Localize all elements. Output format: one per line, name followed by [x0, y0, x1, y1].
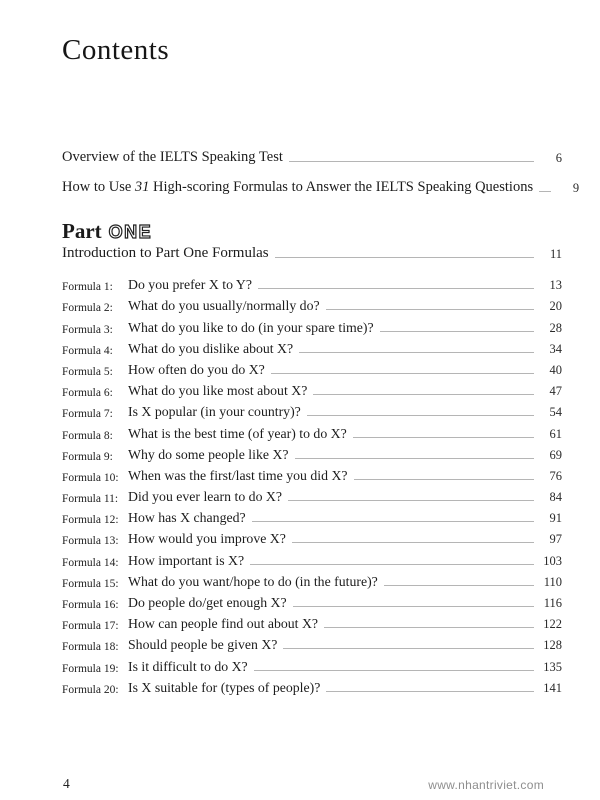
toc-entry-title: How to Use 31 High-scoring Formulas to Answer the IELTS Speaking Questions — [62, 179, 534, 195]
leader-line — [326, 691, 534, 692]
formula-question: Why do some people like X? — [128, 446, 289, 462]
leader-line — [295, 458, 534, 459]
formula-label: Formula 6: — [62, 387, 113, 400]
page-title: Contents — [62, 34, 170, 66]
leader-line — [288, 500, 534, 501]
formula-label: Formula 2: — [62, 302, 113, 315]
formula-question: How often do you do X? — [128, 361, 265, 377]
part-heading-prefix: Part — [62, 219, 102, 243]
toc-entry-formula-11 — [62, 484, 562, 505]
leader-line — [299, 352, 534, 353]
page-number: 34 — [549, 341, 562, 356]
formula-label: Formula 16: — [62, 599, 119, 611]
leader-line — [250, 564, 534, 565]
toc-entry-formula-20 — [62, 675, 562, 696]
formula-question: How has X changed? — [128, 510, 246, 526]
footer-website: www.nhantriviet.com — [428, 778, 544, 792]
leader-line — [380, 331, 534, 332]
formula-label: Formula 8: — [62, 429, 113, 442]
page-number: 9 — [572, 181, 580, 195]
leader-line — [313, 394, 534, 395]
toc-entry-formula-1 — [62, 272, 562, 293]
toc-entry-formula-5 — [62, 357, 562, 378]
page-number: 13 — [549, 278, 562, 293]
formula-label: Formula 7: — [62, 408, 113, 421]
leader-line — [384, 585, 534, 586]
formula-label: Formula 5: — [62, 365, 113, 378]
toc-entry-formula-3 — [62, 314, 562, 335]
formula-label: Formula 20: — [62, 683, 119, 696]
page-number: 61 — [549, 426, 562, 441]
part-one-heading — [62, 219, 152, 244]
formula-question: Do people do/get enough X? — [128, 595, 287, 610]
toc-entry-formula-19 — [62, 653, 562, 674]
page-number: 97 — [549, 532, 562, 547]
footer-page-number: 4 — [63, 776, 70, 791]
leader-line — [307, 415, 534, 416]
part-heading-emphasis: ONE — [108, 222, 153, 242]
formula-question: How would you improve X? — [128, 531, 286, 547]
toc-entry-title: Introduction to Part One Formulas — [62, 245, 269, 261]
toc-entry-formula-18 — [62, 632, 562, 653]
formula-label: Formula 17: — [62, 620, 119, 633]
formula-label: Formula 4: — [62, 344, 113, 357]
toc-entry-formula-15 — [62, 569, 562, 590]
formula-label: Formula 1: — [62, 281, 113, 294]
formula-question: Is X suitable for (types of people)? — [128, 679, 321, 695]
leader-line — [354, 479, 534, 480]
leader-line — [324, 627, 534, 628]
page-number: 110 — [543, 574, 562, 589]
page-number: 141 — [543, 680, 562, 695]
formula-label: Formula 3: — [62, 323, 113, 336]
formula-label: Formula 9: — [62, 450, 113, 463]
page-number: 54 — [549, 405, 562, 420]
toc-entry-formula-13 — [62, 526, 562, 547]
leader-line — [283, 648, 534, 649]
toc-entry-formula-9 — [62, 442, 562, 463]
formula-question: How can people find out about X? — [128, 616, 319, 632]
leader-line — [275, 257, 534, 258]
leader-line — [326, 309, 534, 310]
formula-label: Formula 10: — [62, 471, 119, 484]
page-number: 40 — [549, 362, 562, 377]
front-matter-section — [62, 136, 580, 196]
leader-line — [292, 542, 534, 543]
formula-question: Is it difficult to do X? — [128, 658, 248, 674]
formula-label: Formula 19: — [62, 662, 119, 675]
page-number: 69 — [549, 447, 562, 462]
toc-entry-formula-8 — [62, 420, 562, 441]
leader-line — [353, 437, 534, 438]
formula-label: Formula 15: — [62, 577, 119, 590]
toc-entry-formula-16 — [62, 590, 562, 611]
formula-label: Formula 18: — [62, 641, 119, 654]
formula-question: What is the best time (of year) to do X? — [128, 425, 347, 441]
leader-line — [271, 373, 534, 374]
leader-line — [252, 521, 534, 522]
toc-entry-formula-12 — [62, 505, 562, 526]
leader-line — [293, 606, 534, 607]
page-number: 84 — [549, 490, 562, 505]
formula-question: What do you like to do (in your spare time)? — [128, 319, 374, 335]
formula-label: Formula 13: — [62, 535, 119, 548]
page-number: 76 — [549, 468, 562, 483]
formula-label: Formula 11: — [62, 493, 119, 506]
toc-entry-introduction — [62, 242, 562, 262]
page-number: 28 — [549, 320, 562, 335]
formula-label: Formula 12: — [62, 514, 119, 527]
formula-question: What do you dislike about X? — [128, 340, 294, 356]
formula-question: What do you like most about X? — [128, 383, 308, 399]
leader-line — [289, 161, 534, 162]
toc-entry-overview — [62, 136, 562, 166]
formula-question: Should people be given X? — [128, 637, 278, 653]
toc-entry-title: Overview of the IELTS Speaking Test — [62, 149, 283, 165]
toc-entry-formula-17 — [62, 611, 562, 632]
page-number: 91 — [549, 511, 562, 526]
formula-question: Do you prefer X to Y? — [128, 277, 253, 293]
toc-entry-how-to-use — [62, 166, 580, 196]
toc-entry-formula-10 — [62, 463, 562, 484]
page-number: 122 — [543, 617, 562, 632]
page-number: 103 — [543, 553, 562, 568]
formula-list — [62, 272, 562, 696]
page-number: 11 — [549, 247, 562, 261]
leader-line — [258, 288, 534, 289]
toc-entry-formula-4 — [62, 336, 562, 357]
page-number: 128 — [543, 638, 562, 653]
toc-entry-formula-7 — [62, 399, 562, 420]
leader-line — [254, 670, 534, 671]
toc-entry-formula-2 — [62, 293, 562, 314]
formula-question: What do you want/hope to do (in the future)? — [128, 573, 378, 589]
formula-question: Is X popular (in your country)? — [128, 404, 301, 420]
formula-question: How important is X? — [128, 552, 245, 568]
page-number: 135 — [543, 659, 562, 674]
toc-entry-formula-14 — [62, 547, 562, 568]
formula-question: What do you usually/normally do? — [128, 298, 320, 314]
page-number: 6 — [555, 151, 562, 165]
page-number: 20 — [549, 299, 562, 314]
toc-entry-formula-6 — [62, 378, 562, 399]
formula-question: When was the first/last time you did X? — [128, 467, 348, 483]
formula-question: Did you ever learn to do X? — [128, 489, 283, 505]
formula-label: Formula 14: — [62, 556, 119, 569]
page-number: 116 — [543, 596, 562, 610]
leader-line — [539, 191, 551, 192]
page-number: 47 — [549, 384, 562, 399]
